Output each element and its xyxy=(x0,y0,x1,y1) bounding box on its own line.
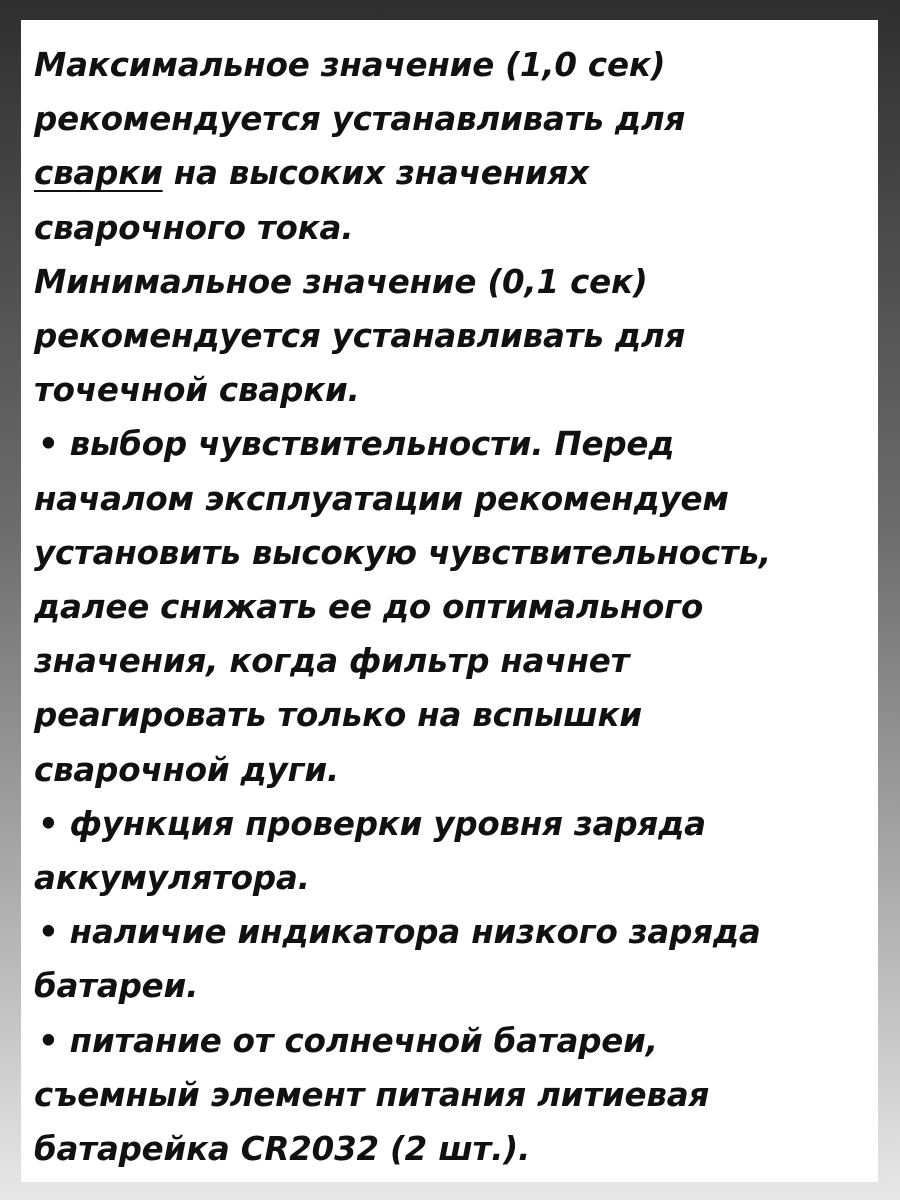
text-line xyxy=(34,146,878,200)
bullet-line: • питание от солнечной батареи, xyxy=(38,1021,658,1060)
text-line: Минимальное значение (0,1 сек) xyxy=(34,262,648,301)
text-line: Максимальное значение (1,0 сек) xyxy=(34,46,666,84)
text-line: батарейка CR2032 (2 шт.). xyxy=(34,1130,531,1169)
text-line: установить высокую чувствительность, xyxy=(34,533,772,572)
text-line: сварочного тока. xyxy=(34,208,354,247)
text-line: реагировать только на вспышки xyxy=(34,696,642,735)
text-line: точечной сварки. xyxy=(34,371,360,410)
document-panel xyxy=(21,20,878,1182)
bullet-line: • наличие индикатора низкого заряда xyxy=(38,913,761,952)
bullet-line: • выбор чувствительности. Перед xyxy=(38,425,675,464)
underlined-word: сварки xyxy=(34,154,163,193)
text-line: далее снижать ее до оптимального xyxy=(34,588,704,627)
text-line: рекомендуется устанавливать для xyxy=(34,317,686,356)
text-line: сварочной дуги. xyxy=(34,750,340,789)
text-line: батареи. xyxy=(34,967,199,1006)
text-line: началом эксплуатации рекомендуем xyxy=(34,479,729,518)
text-line: рекомендуется устанавливать для xyxy=(34,100,686,139)
bullet-line: • функция проверки уровня заряда xyxy=(38,804,706,843)
text-line: съемный элемент питания литиевая xyxy=(34,1075,710,1114)
text-line: значения, когда фильтр начнет xyxy=(34,642,630,681)
text-line: аккумулятора. xyxy=(34,859,310,898)
text-fragment: на высоких значениях xyxy=(162,154,589,193)
